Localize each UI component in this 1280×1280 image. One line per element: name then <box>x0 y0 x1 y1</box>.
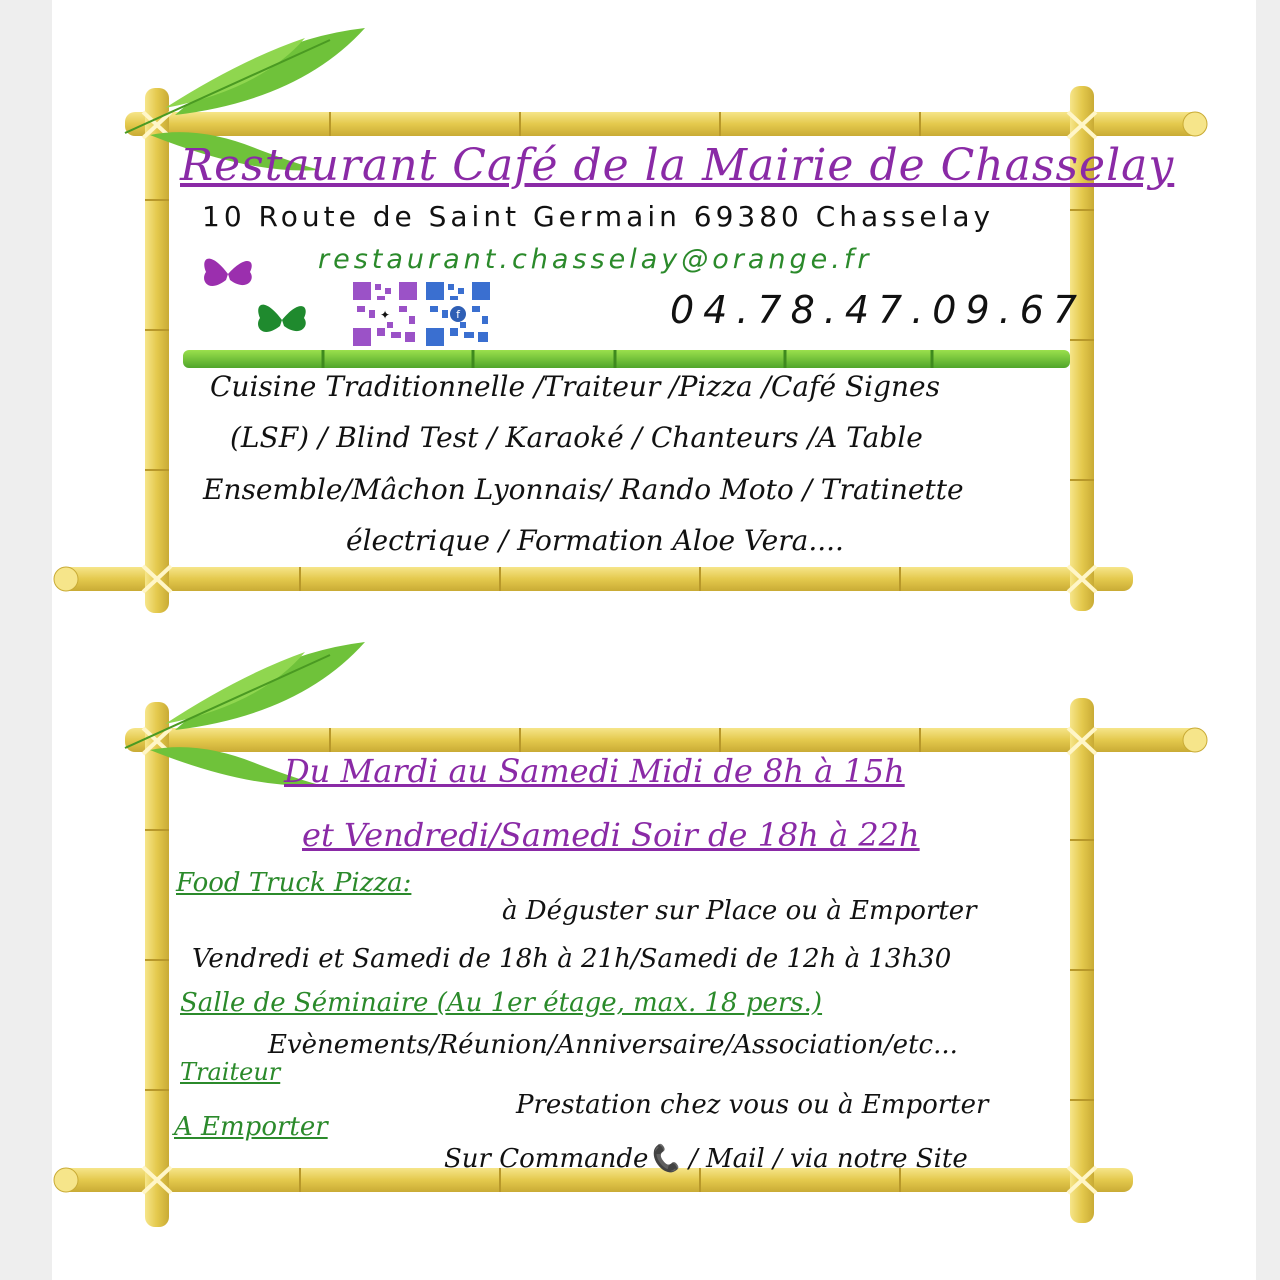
phone-number[interactable]: 04.78.47.09.67 <box>670 288 1087 332</box>
email-link[interactable]: restaurant.chasselay@orange.fr <box>318 244 873 275</box>
services-line-2: (LSF) / Blind Test / Karaoké / Chanteurs /A Table <box>230 421 923 454</box>
restaurant-title: Restaurant Café de la Mairie de Chasselay <box>180 140 1175 191</box>
green-divider <box>183 350 1070 368</box>
qr-code-purple[interactable] <box>351 280 419 348</box>
qr-code-facebook[interactable] <box>424 280 492 348</box>
food-truck-label: Food Truck Pizza: <box>176 868 412 898</box>
food-truck-hours: Vendredi et Samedi de 18h à 21h/Samedi de 12h à 13h30 <box>192 944 952 974</box>
svg-text:f: f <box>456 308 460 321</box>
seminar-room-label: Salle de Séminaire (Au 1er étage, max. 18 pers.) <box>180 988 823 1018</box>
butterfly-green-icon <box>254 294 310 344</box>
svg-text:✦: ✦ <box>379 308 391 322</box>
opening-hours-line-1: Du Mardi au Samedi Midi de 8h à 15h <box>284 752 905 790</box>
services-line-3: Ensemble/Mâchon Lyonnais/ Rando Moto / Tratinette <box>203 473 964 506</box>
seminar-room-description: Evènements/Réunion/Anniversaire/Association/etc... <box>268 1030 958 1060</box>
address: 10 Route de Saint Germain 69380 Chasselay <box>202 200 995 233</box>
traiteur-label: Traiteur <box>180 1058 281 1086</box>
food-truck-description: à Déguster sur Place ou à Emporter <box>502 896 977 926</box>
opening-hours-line-2: et Vendredi/Samedi Soir de 18h à 22h <box>302 816 920 854</box>
services-line-1: Cuisine Traditionnelle /Traiteur /Pizza /Café Signes <box>210 370 940 403</box>
butterfly-purple-icon <box>200 250 256 298</box>
prestation-text: Prestation chez vous ou à Emporter <box>516 1090 989 1120</box>
order-methods: Sur Commande📞 / Mail / via notre Site <box>444 1144 968 1174</box>
emporter-label: A Emporter <box>174 1112 328 1142</box>
hours-card <box>0 630 1280 1280</box>
services-line-4: électrique / Formation Aloe Vera.... <box>346 524 844 557</box>
